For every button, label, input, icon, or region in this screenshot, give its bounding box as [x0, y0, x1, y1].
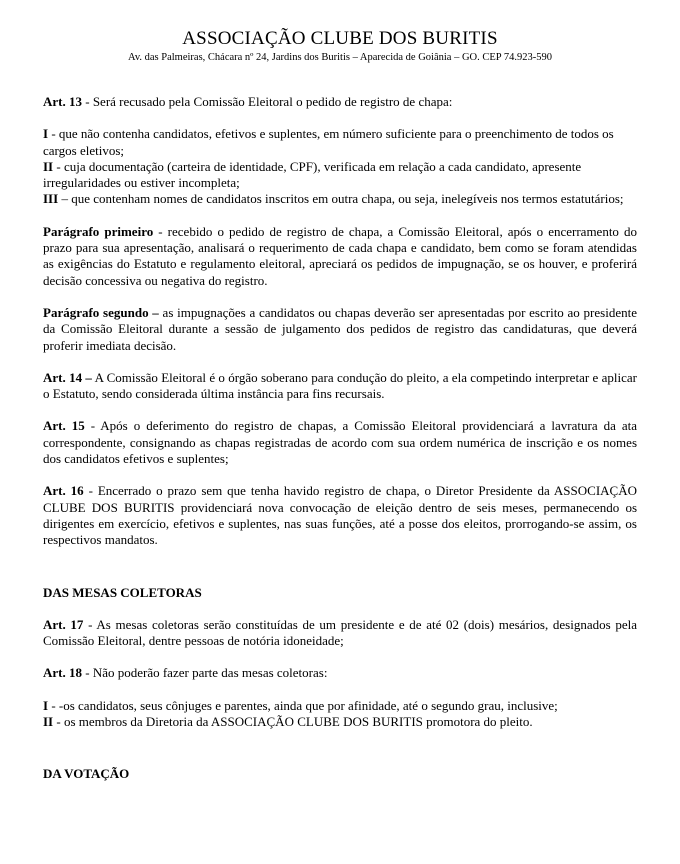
item-label: I [43, 126, 49, 142]
document-body [43, 94, 637, 783]
paragraph-primeiro-text: - recebido o pedido de registro de chapa, a Comissão Eleitoral, após o encerramento do prazo para sua apresentação, analisará o requerimento de cada chapa e candidato, bem como se foram atendidas as exigências do Estatuto e regulamento eleitoral, apreciará os pedidos de impugnação, se os houver, e proferirá decisão concessiva ou negativa do registro. [43, 223, 637, 288]
section-heading-votacao: DA VOTAÇÃO [43, 766, 130, 782]
item-label: II [43, 714, 54, 730]
item-text: - -os candidatos, seus cônjuges e parentes, ainda que por afinidade, até o segundo grau, inclusive; [48, 697, 558, 713]
art14-text: A Comissão Eleitoral é o órgão soberano para condução do pleito, a ela competindo interpretar e aplicar o Estatuto, sendo considerada última instância para fins recursais. [43, 369, 637, 402]
art18-item-2 [43, 714, 637, 730]
art18-text: - Não poderão fazer parte das mesas coletoras: [82, 665, 328, 681]
paragraph-primeiro-label: Parágrafo primeiro [43, 223, 154, 239]
art15-text: - Após o deferimento do registro de chapas, a Comissão Eleitoral providenciará a lavratura da ata correspondente, consignando as chapas registradas de acordo com sua ordem numérica de inscrição e os nomes dos candidatos efetivos e suplentes; [43, 418, 637, 467]
paragraph-segundo [43, 305, 637, 354]
art13-item-2 [43, 159, 637, 192]
item-text: - que não contenha candidatos, efetivos e suplentes, em número suficiente para o preenchimento de todos os cargos eletivos; [43, 126, 614, 158]
section-heading-mesas: DAS MESAS COLETORAS [43, 584, 202, 600]
art18-paragraph [43, 665, 637, 681]
art13-item-3 [43, 191, 637, 207]
art15-label: Art. 15 [43, 418, 85, 434]
art14-paragraph [43, 370, 637, 403]
art14-label: Art. 14 – [43, 369, 92, 385]
art18-item-1 [43, 698, 637, 714]
item-text: – que contenham nomes de candidatos inscritos em outra chapa, ou seja, inelegíveis nos termos estatutários; [58, 191, 624, 207]
art13-text: - Será recusado pela Comissão Eleitoral o pedido de registro de chapa: [82, 94, 453, 109]
art17-label: Art. 17 [43, 616, 84, 632]
art13-label: Art. 13 [43, 94, 82, 109]
art16-paragraph [43, 483, 637, 548]
item-label: III [43, 191, 59, 207]
art17-text: - As mesas coletoras serão constituídas de um presidente e de até 02 (dois) mesários, designados pela Comissão Eleitoral, dentre pessoas de notória idoneidade; [43, 616, 637, 649]
item-text: - cuja documentação (carteira de identidade, CPF), verificada em relação a cada candidato, apresente irregularidades ou estiver incompleta; [43, 158, 582, 191]
item-text: - os membros da Diretoria da ASSOCIAÇÃO CLUBE DOS BURITIS promotora do pleito. [53, 714, 533, 730]
paragraph-primeiro [43, 224, 637, 289]
art16-label: Art. 16 [43, 483, 84, 499]
art15-paragraph [43, 418, 637, 467]
art17-paragraph [43, 617, 637, 650]
paragraph-segundo-label: Parágrafo segundo – [43, 304, 159, 320]
item-label: I [43, 697, 49, 713]
art13-item-1 [43, 126, 637, 159]
art13-paragraph [43, 94, 637, 110]
art18-label: Art. 18 [43, 665, 82, 681]
document-title: ASSOCIAÇÃO CLUBE DOS BURITIS [182, 28, 498, 49]
paragraph-segundo-text: as impugnações a candidatos ou chapas deverão ser apresentadas por escrito ao presidente da Comissão Eleitoral durante a sessão de julgamento dos pedidos de registro das candidaturas, que deverá proferir imediata decisão. [43, 304, 637, 353]
art16-text: - Encerrado o prazo sem que tenha havido registro de chapa, o Diretor Presidente da ASSOCIAÇÃO CLUBE DOS BURITIS providenciará nova convocação de eleição dentro de seis meses, permanecendo os dirigentes em exercício, efetivos e suplentes, nas suas funções, até a posse dos eleitos, prorrogando-se assim, os respectivos mandatos. [43, 483, 637, 548]
document-address: Av. das Palmeiras, Chácara nº 24, Jardins dos Buritis – Aparecida de Goiânia – GO. CEP 74.923-590 [128, 52, 552, 63]
item-label: II [43, 158, 54, 174]
